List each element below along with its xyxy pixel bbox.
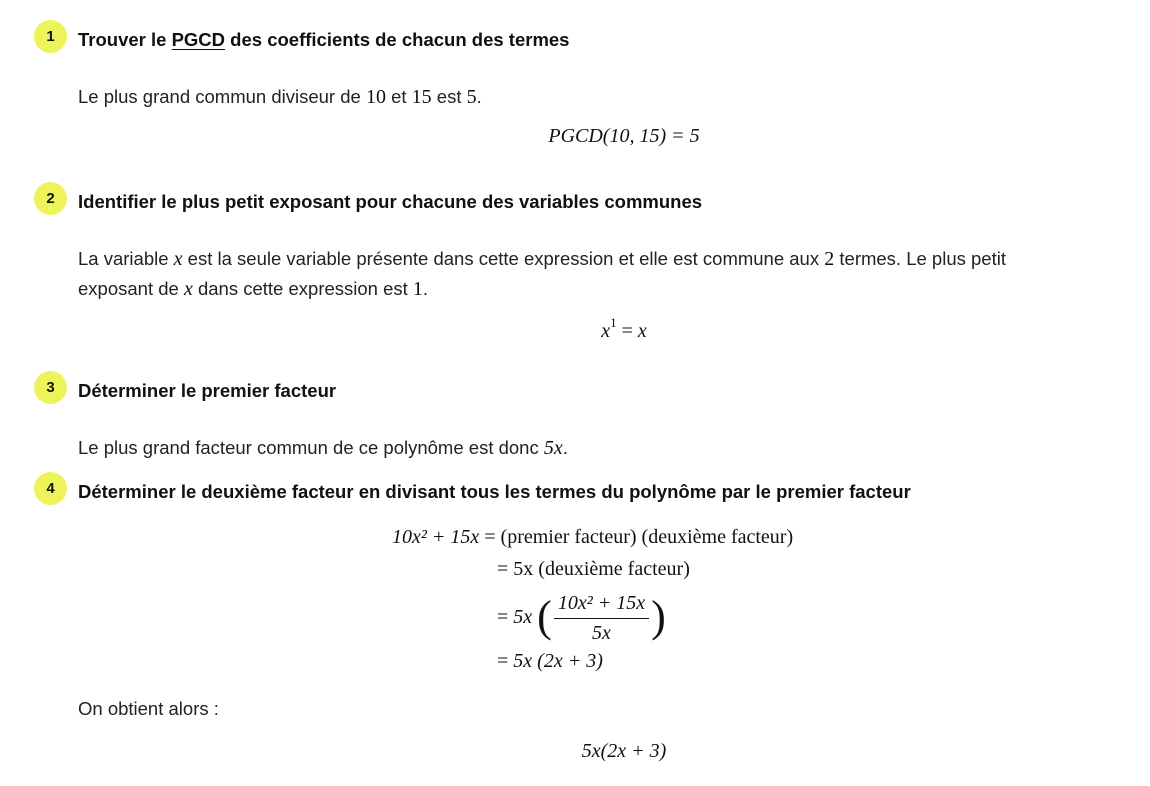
equals-sign: = — [497, 606, 509, 629]
step-4-title: Déterminer le deuxième facteur en divisant tous les termes du polynôme par le premier facteur — [78, 481, 911, 502]
variable: x — [183, 278, 193, 300]
pgcd-equation: PGCD(10, 15) = 5 — [548, 125, 700, 147]
fraction — [554, 592, 649, 645]
right-paren: ) — [651, 591, 666, 641]
left-paren: ( — [537, 591, 552, 641]
fraction-numerator: 10x² + 15x — [554, 592, 649, 619]
step-number: 2 — [46, 190, 55, 207]
factor-5x: 5x — [513, 606, 533, 629]
step-1-equation — [0, 125, 1150, 148]
text: . — [562, 437, 568, 458]
title-text: Trouver le — [78, 29, 172, 50]
step-4-badge — [34, 472, 67, 505]
title-text: des coefficients de chacun des termes — [225, 29, 570, 50]
step-1-title — [78, 29, 569, 51]
eq-rhs-2: 5x (deuxième facteur) — [513, 558, 690, 580]
result: x — [637, 320, 647, 342]
step-1-badge — [34, 20, 67, 53]
text: termes. Le plus petit — [834, 248, 1006, 269]
text: Le plus grand commun diviseur de — [78, 86, 366, 107]
text: Le plus grand facteur commun de ce polynôme est donc — [78, 437, 544, 458]
step-2-badge — [34, 182, 67, 215]
text: est — [431, 86, 467, 107]
conclusion-text: On obtient alors : — [78, 698, 219, 719]
step-2-equation — [0, 315, 1150, 343]
factor: 5x — [543, 437, 563, 459]
text: est la seule variable présente dans cette expression et elle est commune aux — [182, 248, 825, 269]
number: 10 — [365, 86, 386, 108]
eq-lhs: 10x² + 15x — [392, 526, 480, 548]
number: 15 — [411, 86, 432, 108]
exponent: 1 — [610, 315, 617, 331]
text: . — [422, 278, 429, 299]
number: 5 — [466, 86, 477, 108]
eq-row-1 — [392, 526, 793, 549]
step-2-title: Identifier le plus petit exposant pour chacune des variables communes — [78, 191, 703, 212]
step-3-title: Déterminer le premier facteur — [78, 380, 337, 401]
eq-row-3 — [497, 592, 666, 645]
text: La variable — [78, 248, 174, 269]
equals-sign: = — [484, 526, 496, 548]
step-number: 4 — [46, 480, 55, 497]
final-result — [0, 740, 1150, 763]
text: et — [385, 86, 412, 107]
fraction-denominator: 5x — [592, 622, 611, 644]
eq-row-4 — [497, 650, 603, 673]
number: 2 — [824, 248, 835, 270]
eq-rhs-1: (premier facteur) (deuxième facteur) — [500, 526, 794, 548]
eq-row-2 — [497, 558, 690, 581]
step-number: 1 — [46, 28, 55, 45]
pgcd-link[interactable]: PGCD — [171, 29, 226, 50]
eq-rhs-4: 5x (2x + 3) — [513, 650, 603, 672]
number: 1 — [412, 278, 423, 300]
step-number: 3 — [46, 379, 55, 396]
equals-sign: = — [497, 558, 509, 580]
text: exposant de — [78, 278, 184, 299]
step-1-text — [78, 82, 1123, 112]
final-expression: 5x(2x + 3) — [581, 740, 667, 762]
variable: x — [173, 248, 183, 270]
equals: = — [616, 320, 638, 342]
text: . — [476, 86, 482, 107]
step-2-text — [78, 244, 1123, 304]
text: dans cette expression est — [192, 278, 413, 299]
step-3-badge — [34, 371, 67, 404]
base: x — [601, 320, 611, 342]
equals-sign: = — [497, 650, 509, 672]
step-3-text — [78, 433, 1123, 463]
